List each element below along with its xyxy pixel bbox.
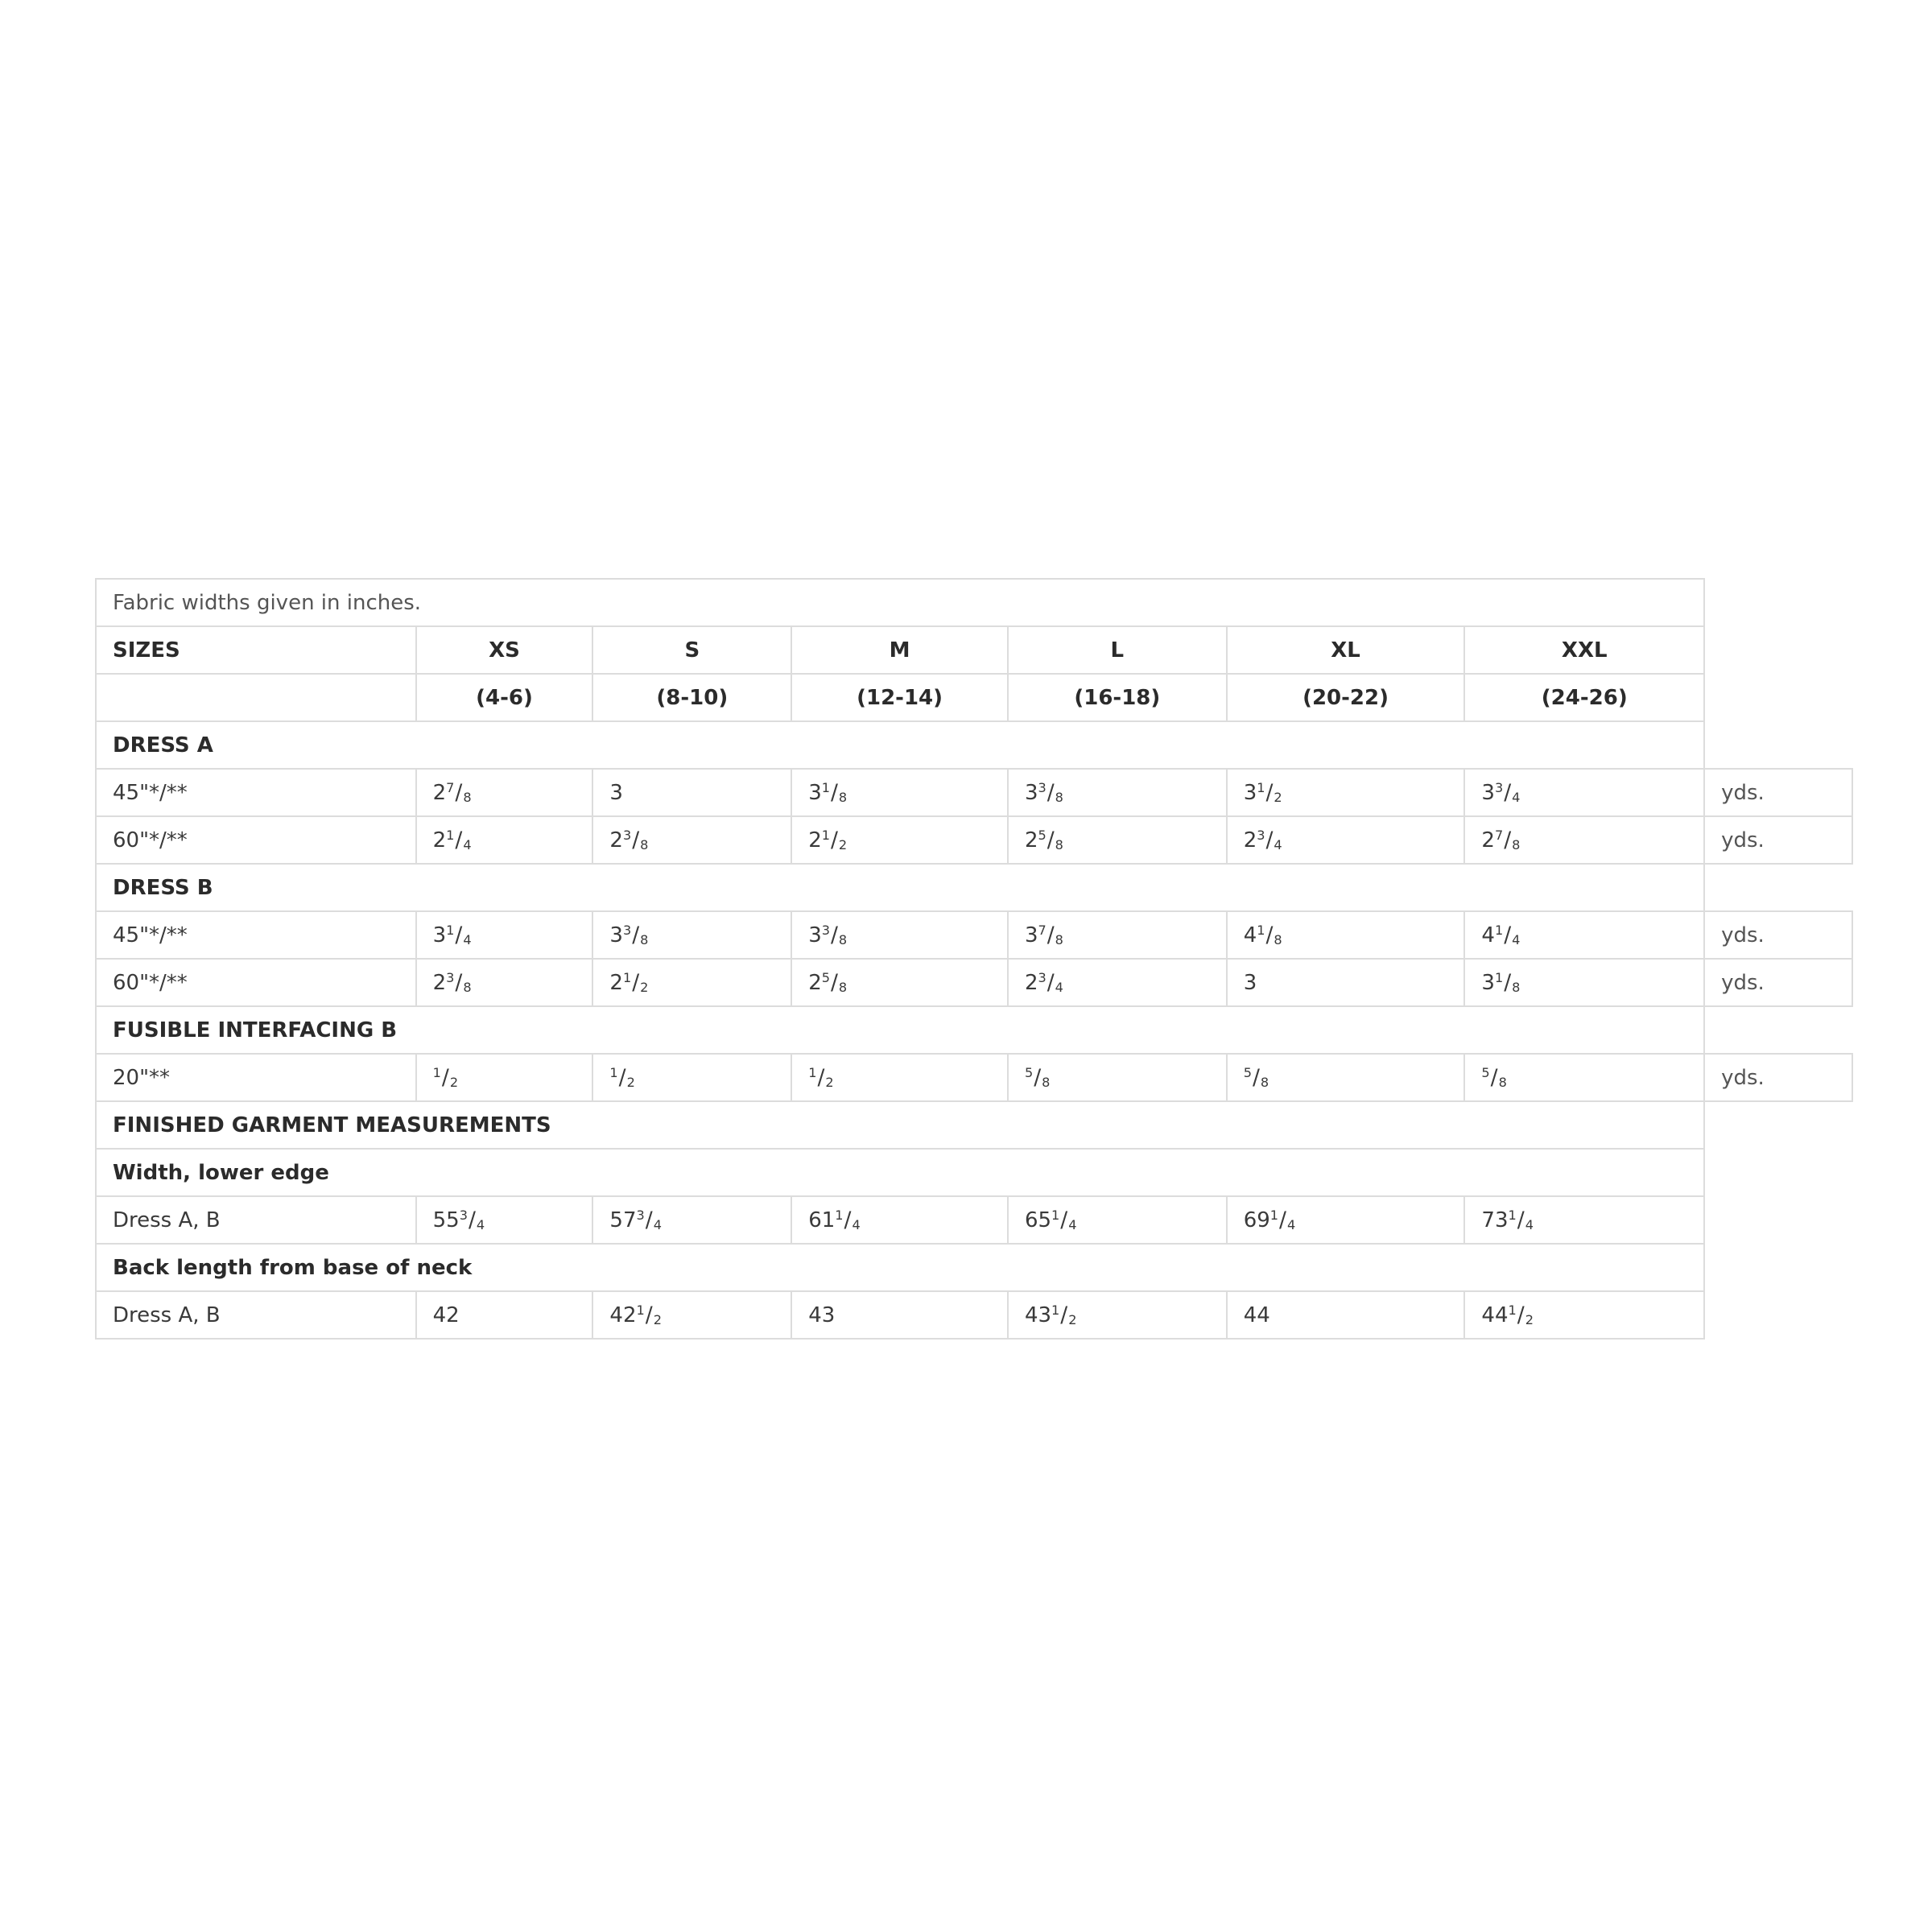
value-cell: $73^1/_4$ (1464, 1196, 1704, 1244)
empty-cell (1704, 1291, 1852, 1339)
value-cell: $2^1/_4$ (416, 816, 593, 864)
section-row (96, 864, 1852, 911)
value-cell: $4^1/_8$ (1227, 911, 1465, 959)
row-label: 45"*/** (96, 911, 416, 959)
value-cell: $55^3/_4$ (416, 1196, 593, 1244)
empty-cell (1704, 1196, 1852, 1244)
size-range-cell: (4-6) (416, 674, 593, 721)
section-title: FINISHED GARMENT MEASUREMENTS (96, 1101, 1704, 1149)
empty-cell (1704, 721, 1852, 769)
unit-cell: yds. (1704, 959, 1852, 1006)
size-range-cell: (16-18) (1008, 674, 1227, 721)
value-cell: $2^3/_8$ (416, 959, 593, 1006)
value-cell: $2^3/_4$ (1227, 816, 1465, 864)
size-range-cell: (8-10) (592, 674, 791, 721)
value-cell: $2^7/_8$ (1464, 816, 1704, 864)
value-cell: $3^3/_8$ (1008, 769, 1227, 816)
table-row (96, 769, 1852, 816)
yardage-table (95, 578, 1853, 1340)
value-cell: $2^5/_8$ (791, 959, 1008, 1006)
unit-cell: yds. (1704, 769, 1852, 816)
row-label: 60"*/** (96, 816, 416, 864)
size-range-row (96, 674, 1852, 721)
value-cell: $42^1/_2$ (592, 1291, 791, 1339)
size-header-cell: L (1008, 626, 1227, 674)
table-row (96, 1196, 1852, 1244)
sizes-label: SIZES (96, 626, 416, 674)
value-cell: 44 (1227, 1291, 1465, 1339)
table-row (96, 1291, 1852, 1339)
section-title: Back length from base of neck (96, 1244, 1704, 1291)
empty-cell (1704, 1244, 1852, 1291)
value-cell: $3^3/_8$ (791, 911, 1008, 959)
value-cell: $^1/_2$ (791, 1054, 1008, 1101)
table-row (96, 911, 1852, 959)
blank-label-cell (96, 674, 416, 721)
value-cell: $3^1/_8$ (1464, 959, 1704, 1006)
section-row (96, 1101, 1852, 1149)
value-cell: 3 (592, 769, 791, 816)
value-cell: $44^1/_2$ (1464, 1291, 1704, 1339)
row-label: 45"*/** (96, 769, 416, 816)
section-title: DRESS A (96, 721, 1704, 769)
value-cell: $2^1/_2$ (592, 959, 791, 1006)
size-header-cell: XS (416, 626, 593, 674)
table-row (96, 816, 1852, 864)
section-title: DRESS B (96, 864, 1704, 911)
yardage-chart (95, 578, 1853, 1340)
row-label: Dress A, B (96, 1291, 416, 1339)
fabric-width-note: Fabric widths given in inches. (96, 579, 1704, 626)
note-row (96, 579, 1852, 626)
unit-cell: yds. (1704, 816, 1852, 864)
value-cell: $2^3/_8$ (592, 816, 791, 864)
row-label: 20"** (96, 1054, 416, 1101)
value-cell: $3^3/_4$ (1464, 769, 1704, 816)
row-label: Dress A, B (96, 1196, 416, 1244)
unit-cell: yds. (1704, 1054, 1852, 1101)
size-range-cell: (12-14) (791, 674, 1008, 721)
value-cell: $3^1/_2$ (1227, 769, 1465, 816)
size-header-cell: XL (1227, 626, 1465, 674)
value-cell: $61^1/_4$ (791, 1196, 1008, 1244)
value-cell: $3^1/_8$ (791, 769, 1008, 816)
size-header-cell: S (592, 626, 791, 674)
value-cell: $2^7/_8$ (416, 769, 593, 816)
empty-cell (1704, 1006, 1852, 1054)
value-cell: $^5/_8$ (1464, 1054, 1704, 1101)
value-cell: $2^1/_2$ (791, 816, 1008, 864)
unit-cell: yds. (1704, 911, 1852, 959)
empty-cell (1704, 1101, 1852, 1149)
empty-cell (1704, 1149, 1852, 1196)
empty-cell (1704, 864, 1852, 911)
table-row (96, 1054, 1852, 1101)
value-cell: $^1/_2$ (592, 1054, 791, 1101)
value-cell: $2^5/_8$ (1008, 816, 1227, 864)
value-cell: $3^7/_8$ (1008, 911, 1227, 959)
value-cell: $69^1/_4$ (1227, 1196, 1465, 1244)
value-cell: $^5/_8$ (1227, 1054, 1465, 1101)
section-row (96, 721, 1852, 769)
size-range-cell: (20-22) (1227, 674, 1465, 721)
value-cell: $3^3/_8$ (592, 911, 791, 959)
value-cell: 3 (1227, 959, 1465, 1006)
value-cell: $43^1/_2$ (1008, 1291, 1227, 1339)
section-title: FUSIBLE INTERFACING B (96, 1006, 1704, 1054)
section-row (96, 1149, 1852, 1196)
row-label: 60"*/** (96, 959, 416, 1006)
section-title: Width, lower edge (96, 1149, 1704, 1196)
table-row (96, 959, 1852, 1006)
value-cell: $^1/_2$ (416, 1054, 593, 1101)
size-header-cell: XXL (1464, 626, 1704, 674)
sizes-header-row (96, 626, 1852, 674)
value-cell: $2^3/_4$ (1008, 959, 1227, 1006)
value-cell: $4^1/_4$ (1464, 911, 1704, 959)
value-cell: 43 (791, 1291, 1008, 1339)
value-cell: $57^3/_4$ (592, 1196, 791, 1244)
section-row (96, 1006, 1852, 1054)
empty-cell (1704, 626, 1852, 674)
empty-cell (1704, 674, 1852, 721)
size-range-cell: (24-26) (1464, 674, 1704, 721)
value-cell: $65^1/_4$ (1008, 1196, 1227, 1244)
value-cell: 42 (416, 1291, 593, 1339)
value-cell: $^5/_8$ (1008, 1054, 1227, 1101)
size-header-cell: M (791, 626, 1008, 674)
empty-cell (1704, 579, 1852, 626)
section-row (96, 1244, 1852, 1291)
value-cell: $3^1/_4$ (416, 911, 593, 959)
